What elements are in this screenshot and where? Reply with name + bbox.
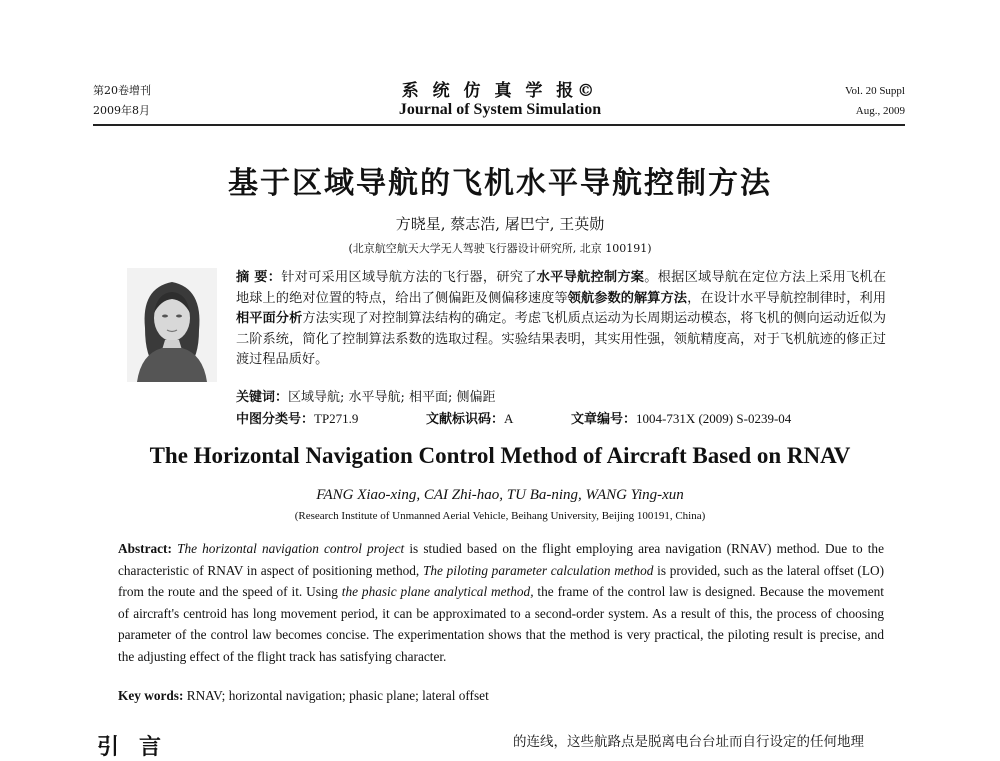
abstract-cn-text: ，在设计水平导航控制律时，利用 [687,290,887,306]
keywords-cn [236,386,496,405]
abstract-cn-label: 摘 要： [236,270,282,285]
journal-name-en: Journal of System Simulation [398,101,602,118]
abstract-en-text: is studied based on the flight employing area navigation (RNAV) method. Due to the characteristic of RNAV in aspect of positioning method, [118,541,884,578]
keywords-cn-value: 区域导航; 水平导航; 相平面; 侧偏距 [288,390,496,405]
keywords-en [118,688,489,704]
keywords-cn-label: 关键词： [236,390,289,405]
doc-code-value: A [504,411,514,426]
doc-code-label: 文献标识码： [426,412,505,427]
paper-title-cn: 基于区域导航的飞机水平导航控制方法 [228,166,772,201]
abstract-en-text: the frame of the control law is designed. Because the movement of aircraft's centroid has long movement period, it can be approximated to a second-order system. As a result of this, the process of choosing parameter of the control law becomes concise. The experimentation shows that the method is very practical, the piloting result is precise, and the adjusting effect of the flight track has satisfying character. [118,584,884,664]
keywords-en-value: RNAV; horizontal navigation; phasic plane; lateral offset [186,688,489,703]
abstract-cn-emphasis: 相平面分析 [236,311,303,326]
abstract-cn-text: 针对可采用区域导航方法的飞行器，研究了 [281,270,537,285]
volume-label-en: Vol. 20 Suppl [844,85,905,97]
abstract-cn-text: 方法实现了对控制算法结构的确定。考虑飞机质点运动为长周期运动模态，将飞机的侧向运动近似为二阶系统，简化了控制算法系数的选取过程。实验结果表明，其实用性强，领航精度高，对于飞机航迹的修正过渡过程品质好。 [236,311,887,367]
abstract-en [118,538,884,667]
clc-label: 中图分类号： [236,412,315,427]
journal-name-cn: 系 统 仿 真 学 报© [401,81,599,101]
issue-date-cn: 2009年8月 [93,104,150,117]
authors-en: FANG Xiao-xing, CAI Zhi-hao, TU Ba-ning, WANG Ying-xun [316,487,684,503]
keywords-en-label: Key words: [118,688,184,703]
abstract-en-italic: The piloting parameter calculation method [422,562,654,578]
article-id-label: 文章编号： [571,412,637,427]
header-rule [93,124,905,126]
abstract-en-text: is provided, such as the lateral offset (LO) from the route and the speed of it. Using [118,562,885,599]
abstract-en-italic: The horizontal navigation control project [177,541,405,556]
abstract-cn [236,268,886,371]
abstract-cn-text: 。根据区域导航在定位方法上采用飞机在地球上的绝对位置的特点，给出了侧偏距及侧偏移速度等 [236,270,887,306]
abstract-cn-emphasis: 领航参数的解算方法 [567,290,688,306]
abstract-en-label: Abstract: [118,541,172,556]
volume-label: 第20卷增刊 [93,84,151,97]
clc-value: TP271.9 [314,411,359,426]
issue-date-en: Aug., 2009 [855,105,905,117]
article-id-value: 1004-731X (2009) S-0239-04 [636,411,792,426]
authors-cn: 方晓星, 蔡志浩, 屠巴宁, 王英勋 [395,215,605,233]
affiliation-en: (Research Institute of Unmanned Aerial Vehicle, Beihang University, Beijing 100191, China) [294,510,706,522]
abstract-cn-emphasis: 水平导航控制方案 [536,270,645,285]
section-title: 引言 [97,734,182,760]
body-text-cn: 的连线，这些航路点是脱离电台台址而自行设定的任何地理 [513,734,864,750]
author-photo [127,268,217,382]
affiliation-cn: (北京航空航天大学无人驾驶飞行器设计研究所, 北京 100191) [348,242,652,255]
abstract-en-italic: the phasic plane analytical method, [341,584,534,599]
classification-line [236,408,886,427]
paper-title-en: The Horizontal Navigation Control Method of Aircraft Based on RNAV [149,443,851,468]
